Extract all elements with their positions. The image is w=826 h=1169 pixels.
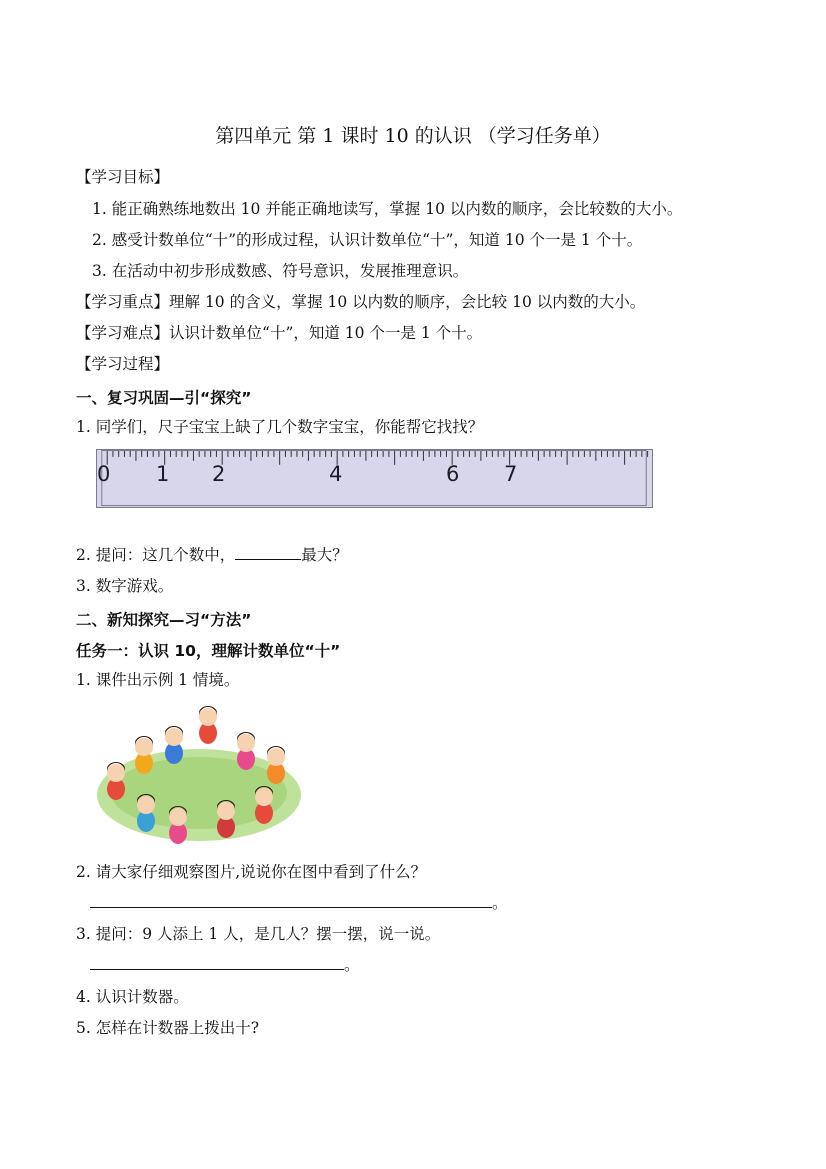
difficulty-row [76, 323, 482, 343]
objectives-heading: 【学习目标】 [76, 168, 170, 186]
answer-line[interactable] [90, 893, 492, 908]
section1-question-2 [76, 545, 348, 565]
child-face [217, 802, 235, 820]
objective-item: 3. 在活动中初步形成数感、符号意识，发展推理意识。 [92, 262, 469, 280]
answer-line-end: 。 [344, 956, 360, 974]
section1-heading: 一、复习巩固—引“探究” [76, 389, 252, 407]
ruler-number: 7 [504, 462, 518, 486]
answer-line-end: 。 [492, 894, 508, 912]
section2-question-2: 2. 请大家仔细观察图片,说说你在图中看到了什么？ [76, 863, 427, 881]
section2-question-3: 3. 提问：9 人添上 1 人，是几人？摆一摆，说一说。 [76, 925, 441, 943]
section2-question-1: 1. 课件出示例 1 情境。 [76, 671, 240, 689]
child-face [237, 734, 255, 752]
objective-item: 2. 感受计数单位“十”的形成过程，认识计数单位“十”，知道 10 个一是 1 个十。 [92, 231, 643, 249]
child-face [199, 708, 217, 726]
section2-question-5: 5. 怎样在计数器上拨出十? [76, 1019, 260, 1037]
section2-heading: 二、新知探究—习“方法” [76, 611, 252, 629]
children-circle-illustration [96, 695, 306, 845]
child-face [267, 748, 285, 766]
difficulty-label: 【学习难点】 [76, 324, 170, 342]
answer-line-row [90, 893, 508, 913]
child-face [107, 764, 125, 782]
ruler-number: 0 [97, 462, 111, 486]
objective-item: 1. 能正确熟练地数出 10 并能正确地读写，掌握 10 以内数的顺序，会比较数的大小。 [92, 200, 683, 218]
task1-heading: 任务一：认识 10，理解计数单位“十” [76, 642, 341, 660]
key-point-label: 【学习重点】 [76, 293, 170, 311]
ruler-number: 1 [156, 462, 170, 486]
section2-question-4: 4. 认识计数器。 [76, 988, 189, 1006]
answer-line-row [90, 955, 360, 975]
child-face [169, 808, 187, 826]
child-face [255, 788, 273, 806]
key-point-row [76, 292, 645, 312]
section1-question-3: 3. 数字游戏。 [76, 577, 174, 595]
ruler-number: 6 [446, 462, 460, 486]
difficulty-text: 认识计数单位“十”，知道 10 个一是 1 个十。 [169, 324, 483, 342]
answer-line[interactable] [90, 955, 344, 970]
answer-blank[interactable] [235, 545, 301, 560]
ruler-number: 2 [212, 462, 226, 486]
child-face [137, 796, 155, 814]
ruler-image [96, 449, 652, 507]
key-point-text: 理解 10 的含义，掌握 10 以内数的顺序，会比较 10 以内数的大小。 [169, 293, 646, 311]
question-2-prefix: 2. 提问：这几个数中， [76, 546, 236, 564]
child-face [135, 738, 153, 756]
section1-question-1: 1. 同学们，尺子宝宝上缺了几个数字宝宝，你能帮它找找？ [76, 418, 484, 436]
ruler-body [96, 449, 653, 508]
ruler-number: 4 [329, 462, 343, 486]
child-face [165, 728, 183, 746]
question-2-suffix: 最大？ [301, 546, 348, 564]
page-title: 第四单元 第 1 课时 10 的认识 （学习任务单） [215, 125, 611, 147]
process-heading: 【学习过程】 [76, 355, 170, 373]
